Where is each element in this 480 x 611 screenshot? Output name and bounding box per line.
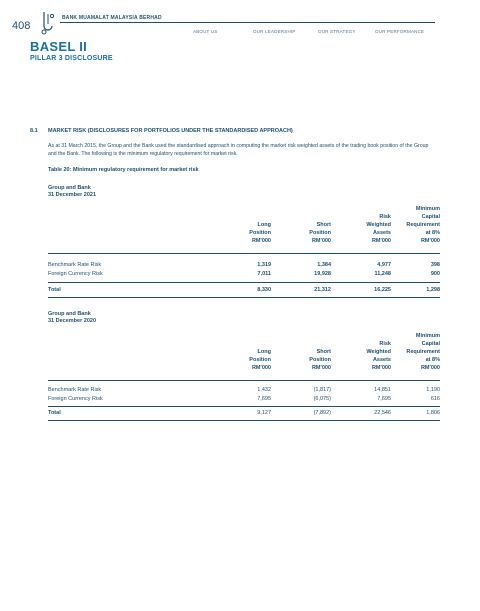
- column-header-short-position: Short Position RM'000: [309, 349, 331, 371]
- table-cell: 1,190: [426, 387, 440, 393]
- total-cell: 21,312: [314, 287, 331, 293]
- table-cell: 4,977: [377, 262, 391, 268]
- nav-our-strategy[interactable]: OUR STRATEGY: [318, 29, 356, 34]
- total-cell: 8,330: [257, 287, 271, 293]
- total-cell: 9,127: [257, 410, 271, 416]
- total-cell: 1,806: [426, 410, 440, 416]
- table-cell: 1,384: [317, 262, 331, 268]
- table-title: Table 20: Minimum regulatory requirement for market risk: [48, 167, 199, 173]
- column-header-risk-weighted-assets: Risk Weighted Assets RM'000: [366, 214, 391, 244]
- block-date: 31 December 2021: [48, 192, 97, 198]
- nav-about-us[interactable]: ABOUT US: [193, 29, 218, 34]
- column-header-long-position: Long Position RM'000: [249, 222, 271, 244]
- column-header-minimum-capital: Minimum Capital Requirement at 8% RM'000: [406, 206, 440, 244]
- header-rule: [60, 22, 435, 23]
- table-cell: 7,695: [257, 396, 271, 402]
- heading-number: 8.1: [30, 128, 38, 134]
- block-entity: Group and Bank: [48, 311, 91, 317]
- bank-logo-icon: [38, 10, 58, 36]
- table-rule: [48, 406, 440, 407]
- total-cell: (7,892): [313, 410, 331, 416]
- column-header-risk-weighted-assets: Risk Weighted Assets RM'000: [366, 341, 391, 371]
- nav-our-leadership[interactable]: OUR LEADERSHIP: [253, 29, 296, 34]
- section-subtitle: PILLAR 3 DISCLOSURE: [30, 55, 113, 62]
- page-number: 408: [12, 20, 31, 32]
- nav-our-performance[interactable]: OUR PERFORMANCE: [375, 29, 425, 34]
- total-cell: 16,225: [374, 287, 391, 293]
- bank-name: BANK MUAMALAT MALAYSIA BERHAD: [62, 15, 162, 21]
- table-cell: 616: [430, 396, 440, 402]
- total-cell: 1,298: [426, 287, 440, 293]
- column-header-short-position: Short Position RM'000: [309, 222, 331, 244]
- table-cell: 11,248: [374, 271, 391, 277]
- section-title: BASEL II: [30, 39, 88, 54]
- table-cell: 19,928: [314, 271, 331, 277]
- intro-paragraph: As at 31 March 2015, the Group and the Bank used the standardised approach in computing the market risk weighted assets of the trading book position of the Group and the Bank. The following is the minimum regulatory requirement for market risk.: [48, 143, 429, 157]
- column-header-minimum-capital: Minimum Capital Requirement at 8% RM'000: [406, 333, 440, 371]
- block-entity: Group and Bank: [48, 185, 91, 191]
- table-cell: (1,817): [313, 387, 331, 393]
- table-cell: 14,851: [374, 387, 391, 393]
- heading-text: MARKET RISK (DISCLOSURES FOR PORTFOLIOS UNDER THE STANDARDISED APPROACH): [48, 128, 293, 134]
- row-label: Benchmark Rate Risk: [48, 262, 102, 268]
- section-heading: [30, 128, 293, 134]
- table-rule: [48, 297, 440, 298]
- table-rule: [48, 420, 440, 421]
- table-cell: 7,695: [377, 396, 391, 402]
- table-cell: 1,319: [257, 262, 271, 268]
- column-header-long-position: Long Position RM'000: [249, 349, 271, 371]
- table-rule: [48, 253, 440, 254]
- row-label: Benchmark Rate Risk: [48, 387, 102, 393]
- table-cell: 900: [430, 271, 440, 277]
- row-label: Foreign Currency Risk: [48, 271, 103, 277]
- table-rule: [48, 380, 440, 381]
- table-cell: 1,432: [257, 387, 271, 393]
- row-label: Foreign Currency Risk: [48, 396, 103, 402]
- table-cell: 7,011: [257, 271, 271, 277]
- total-cell: 22,546: [374, 410, 391, 416]
- total-label: Total: [48, 410, 61, 416]
- table-cell: 398: [430, 262, 440, 268]
- table-cell: (6,075): [313, 396, 331, 402]
- table-rule: [48, 282, 440, 283]
- block-date: 31 December 2020: [48, 318, 97, 324]
- total-label: Total: [48, 287, 61, 293]
